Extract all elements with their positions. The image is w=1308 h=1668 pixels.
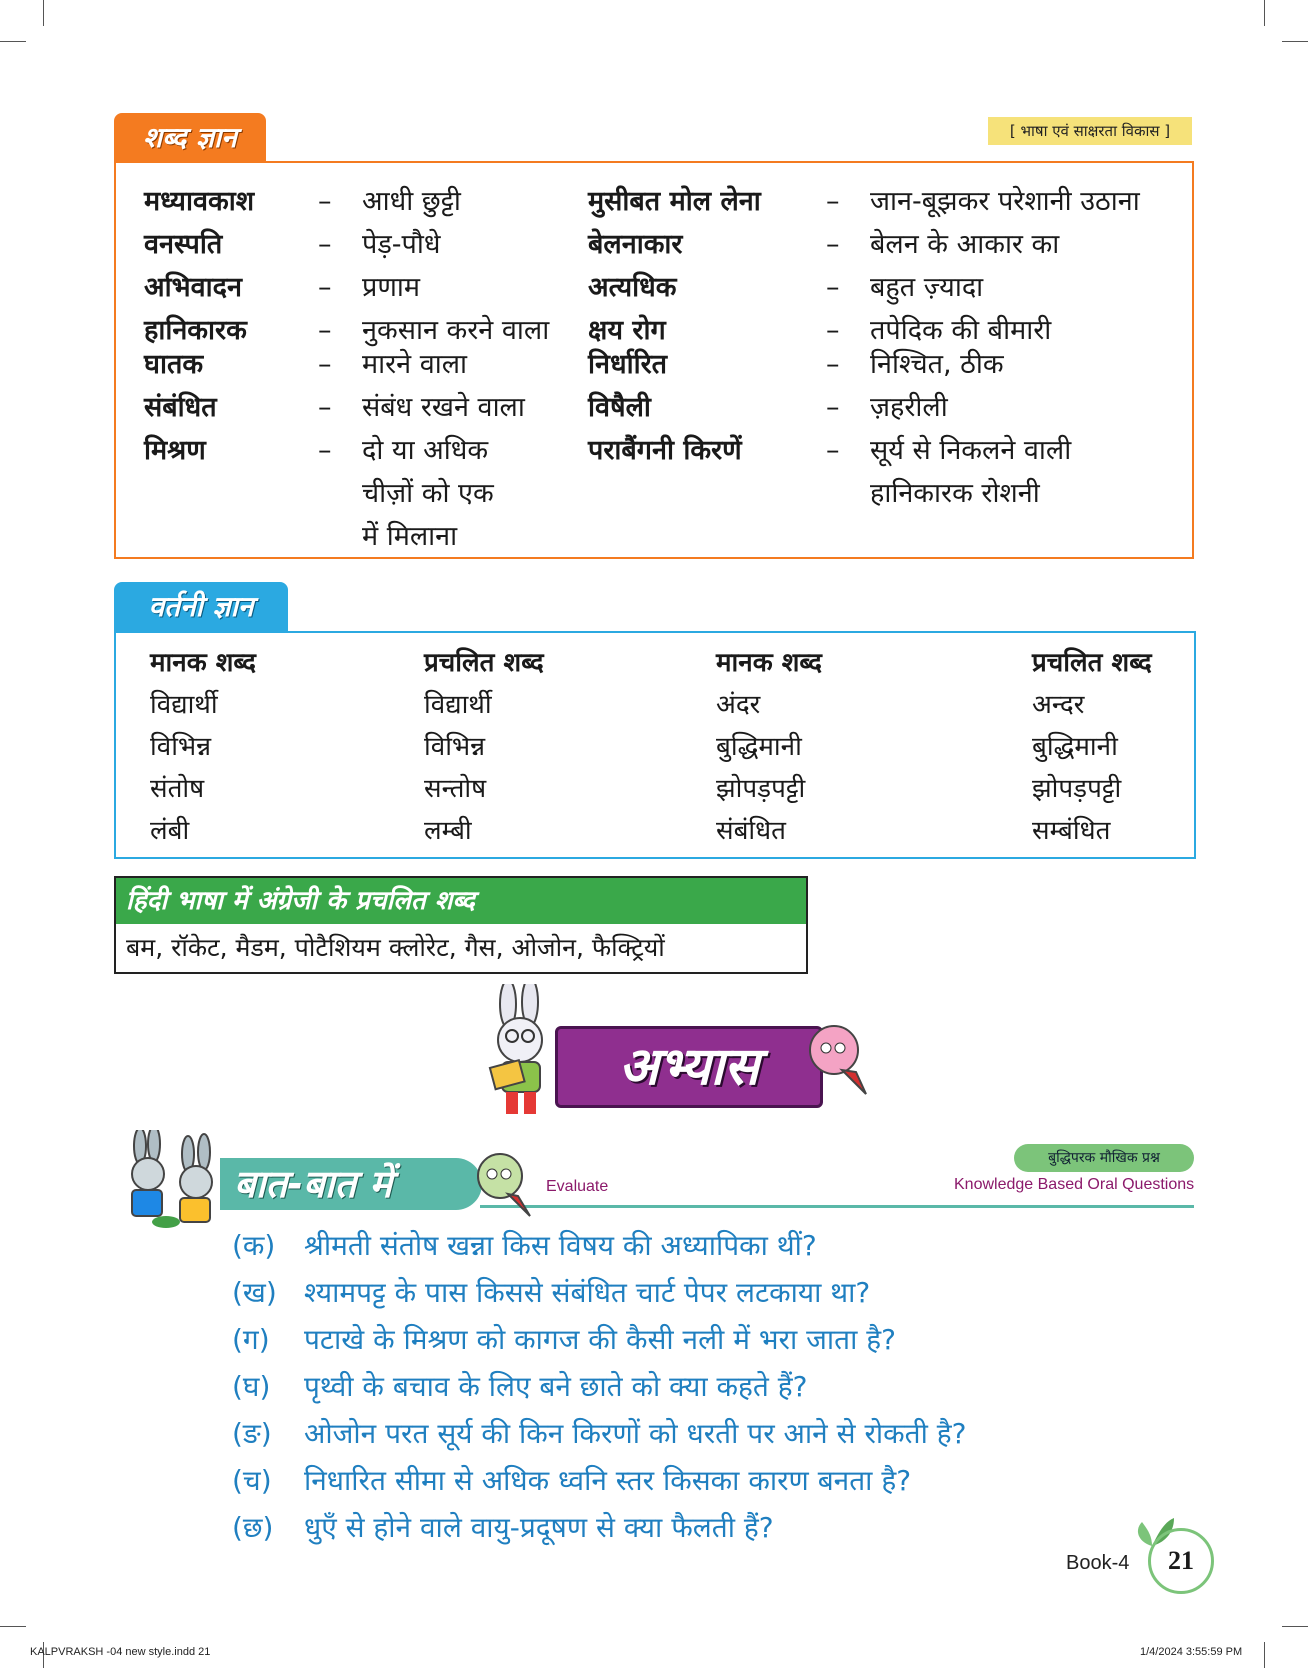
dash: – <box>318 392 332 423</box>
meaning: मारने वाला <box>362 349 468 380</box>
crop-mark <box>0 41 26 42</box>
term: पराबैंगनी किरणें <box>588 435 742 466</box>
print-slug-file: KALPVRAKSH -04 new style.indd 21 <box>30 1646 211 1658</box>
table-cell: लंबी <box>150 816 190 846</box>
meaning: सूर्य से निकलने वाली <box>870 435 1072 466</box>
section-divider <box>480 1205 1194 1208</box>
dash: – <box>318 229 332 260</box>
oral-questions-label: Knowledge Based Oral Questions <box>954 1176 1195 1193</box>
oral-questions-badge: बुद्धिपरक मौखिक प्रश्न <box>1014 1144 1194 1172</box>
shabd-gyan-title: शब्द ज्ञान <box>114 113 266 163</box>
question-text: पृथ्वी के बचाव के लिए बने छाते को क्या कहते हैं? <box>304 1370 808 1403</box>
term: वनस्पति <box>144 229 223 260</box>
term: विषैली <box>588 392 651 423</box>
meaning: बेलन के आकार का <box>870 229 1060 260</box>
meaning-continued: चीज़ों को एक <box>362 478 494 509</box>
table-cell: विभिन्न <box>424 732 486 762</box>
term: घातक <box>144 349 204 380</box>
table-cell: बुद्धिमानी <box>716 732 802 762</box>
question-label: (ङ) <box>232 1417 272 1450</box>
page-number: 21 <box>1148 1528 1214 1594</box>
crop-mark <box>1264 1642 1265 1668</box>
question-item <box>232 1367 808 1407</box>
dash: – <box>826 272 840 303</box>
table-cell: संबंधित <box>716 816 786 846</box>
question-label: (घ) <box>232 1370 271 1403</box>
meaning: दो या अधिक <box>362 435 489 466</box>
table-cell: झोपड़पट्टी <box>1032 774 1122 804</box>
crop-mark <box>0 1626 26 1627</box>
meaning-continued: हानिकारक रोशनी <box>870 478 1040 509</box>
question-item <box>232 1414 967 1454</box>
vartani-gyan-table <box>114 631 1196 859</box>
term: मुसीबत मोल लेना <box>588 186 761 217</box>
table-cell: विभिन्न <box>150 732 212 762</box>
term: निर्धारित <box>588 349 668 380</box>
column-header: प्रचलित शब्द <box>1032 648 1152 678</box>
crop-mark <box>1282 41 1308 42</box>
question-text: श्यामपट्ट के पास किससे संबंधित चार्ट पेपर लटकाया था? <box>304 1276 871 1309</box>
meaning: नुकसान करने वाला <box>362 315 550 346</box>
term: संबंधित <box>144 392 217 423</box>
dash: – <box>318 315 332 346</box>
question-label: (ख) <box>232 1276 277 1309</box>
question-text: पटाखे के मिश्रण को कागज की कैसी नली में भरा जाता है? <box>304 1323 897 1356</box>
table-cell: झोपड़पट्टी <box>716 774 806 804</box>
table-cell: सन्तोष <box>424 774 487 804</box>
baat-baat-mein-banner: बात-बात में <box>220 1158 482 1210</box>
meaning: जान-बूझकर परेशानी उठाना <box>870 186 1140 217</box>
question-item <box>232 1320 896 1360</box>
shabd-gyan-box <box>114 161 1194 559</box>
term: मिश्रण <box>144 435 206 466</box>
evaluate-label: Evaluate <box>546 1178 609 1195</box>
dash: – <box>826 435 840 466</box>
question-label: (छ) <box>232 1511 274 1544</box>
term: हानिकारक <box>144 315 247 346</box>
term: अत्यधिक <box>588 272 677 303</box>
question-label: (च) <box>232 1464 272 1497</box>
english-words-list: बम, रॉकेट, मैडम, पोटैशियम क्लोरेट, गैस, ओजोन, फैक्ट्रियों <box>126 933 665 962</box>
dash: – <box>318 349 332 380</box>
table-cell: विद्यार्थी <box>150 690 218 720</box>
question-item <box>232 1226 817 1266</box>
meaning: निश्चित, ठीक <box>870 349 1004 380</box>
table-cell: सम्बंधित <box>1032 816 1111 846</box>
dash: – <box>318 435 332 466</box>
meaning: बहुत ज़्यादा <box>870 272 984 303</box>
question-text: धुएँ से होने वाले वायु-प्रदूषण से क्या फैलती हैं? <box>304 1511 774 1544</box>
dash: – <box>318 186 332 217</box>
crop-mark <box>43 0 44 26</box>
table-cell: विद्यार्थी <box>424 690 492 720</box>
dash: – <box>826 229 840 260</box>
term: मध्यावकाश <box>144 186 255 217</box>
question-label: (क) <box>232 1229 276 1262</box>
question-label: (ग) <box>232 1323 270 1356</box>
table-cell: लम्बी <box>424 816 472 846</box>
meaning: प्रणाम <box>362 272 421 303</box>
column-header: मानक शब्द <box>150 648 256 678</box>
table-cell: संतोष <box>150 774 205 804</box>
meaning: पेड़-पौधे <box>362 229 441 260</box>
question-item <box>232 1508 774 1548</box>
dash: – <box>826 349 840 380</box>
abhyas-banner: अभ्यास <box>555 1026 823 1108</box>
pencil-mascot-icon <box>804 1020 874 1100</box>
column-header: प्रचलित शब्द <box>424 648 544 678</box>
meaning-continued: में मिलाना <box>362 521 458 552</box>
question-item <box>232 1461 911 1501</box>
meaning: ज़हरीली <box>870 392 948 423</box>
meaning: तपेदिक की बीमारी <box>870 315 1052 346</box>
table-cell: अंदर <box>716 690 761 720</box>
book-label: Book-4 <box>1066 1552 1130 1574</box>
pencil-mascot-icon <box>472 1150 536 1220</box>
crop-mark <box>1264 0 1265 26</box>
question-text: ओजोन परत सूर्य की किन किरणों को धरती पर आने से रोकती है? <box>304 1417 967 1450</box>
two-rabbits-illustration <box>110 1130 228 1230</box>
crop-mark <box>1282 1626 1308 1627</box>
table-cell: अन्दर <box>1032 690 1085 720</box>
vartani-gyan-title: वर्तनी ज्ञान <box>114 582 288 632</box>
term: बेलनाकार <box>588 229 683 260</box>
subject-badge: [ भाषा एवं साक्षरता विकास ] <box>988 117 1192 145</box>
term: अभिवादन <box>144 272 242 303</box>
question-text: श्रीमती संतोष खन्ना किस विषय की अध्यापिका थीं? <box>304 1229 817 1262</box>
dash: – <box>318 272 332 303</box>
table-cell: बुद्धिमानी <box>1032 732 1118 762</box>
question-text: निधारित सीमा से अधिक ध्वनि स्तर किसका कारण बनता है? <box>304 1464 912 1497</box>
dash: – <box>826 186 840 217</box>
meaning: आधी छुट्टी <box>362 186 461 217</box>
meaning: संबंध रखने वाला <box>362 392 525 423</box>
english-words-title: हिंदी भाषा में अंग्रेजी के प्रचलित शब्द <box>116 878 806 924</box>
column-header: मानक शब्द <box>716 648 822 678</box>
dash: – <box>826 315 840 346</box>
question-item <box>232 1273 870 1313</box>
dash: – <box>826 392 840 423</box>
term: क्षय रोग <box>588 315 666 346</box>
print-slug-date: 1/4/2024 3:55:59 PM <box>1140 1646 1243 1658</box>
